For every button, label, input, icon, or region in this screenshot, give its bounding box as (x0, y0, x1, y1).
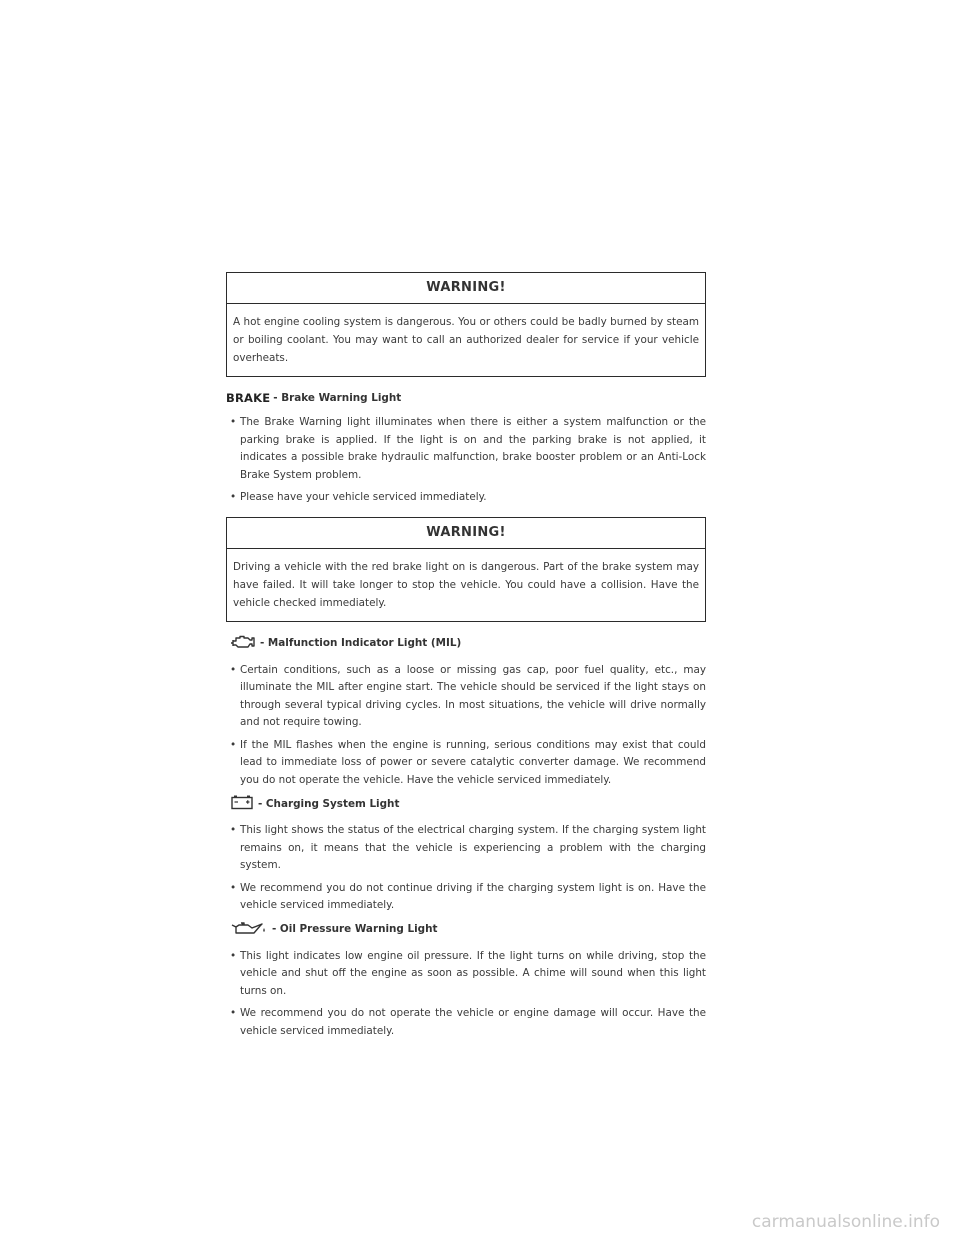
warning-title: WARNING! (227, 273, 705, 304)
oil-bullets (226, 948, 706, 1041)
list-item: • We recommend you do not operate the vehicle or engine damage will occur. Have the vehicle serviced immediately. (230, 1007, 706, 1037)
list-item: • Certain conditions, such as a loose or missing gas cap, poor fuel quality, etc., may illuminate the MIL after engine start. The vehicle should be serviced if the light stays on through several typical driving cycles. In most situations, the vehicle will drive normally and not require towing. (230, 663, 706, 728)
manual-page (226, 272, 706, 1045)
charging-title: - Charging System Light (258, 797, 400, 810)
list-item: • If the MIL flashes when the engine is running, serious conditions may exist that could lead to immediate loss of power or severe catalytic converter damage. We recommend you do not operate the vehicle. Have the vehicle serviced immediately. (230, 738, 706, 786)
warning-box-brake (226, 517, 706, 622)
mil-bullets (226, 662, 706, 790)
warning-text: A hot engine cooling system is dangerous. You or others could be badly burned by steam or boiling coolant. You may want to call an authorized dealer for service if your vehicle overheats. (233, 316, 699, 364)
mil-title: - Malfunction Indicator Light (MIL) (260, 637, 462, 649)
brake-heading (226, 391, 706, 405)
charging-bullets (226, 822, 706, 915)
oil-title: - Oil Pressure Warning Light (272, 923, 438, 935)
engine-icon (230, 634, 256, 653)
list-item: • The Brake Warning light illuminates when there is either a system malfunction or the parking brake is applied. If the light is on and the parking brake is not applied, it indicates a possible brake hydraulic malfunction, brake booster problem or an Anti-Lock Brake System problem. (230, 416, 706, 481)
warning-box-cooling (226, 272, 706, 377)
oil-heading (226, 920, 706, 939)
list-item: • Please have your vehicle serviced immediately. (230, 491, 487, 503)
list-item: • This light shows the status of the electrical charging system. If the charging system light remains on, it means that the vehicle is experiencing a problem with the charging system. (230, 824, 706, 871)
warning-text: Driving a vehicle with the red brake light on is dangerous. Part of the brake system may have failed. It will take longer to stop the vehicle. You could have a collision. Have the vehicle checked immediately. (233, 560, 699, 609)
brake-icon: BRAKE (226, 391, 271, 405)
oil-can-icon (230, 920, 268, 939)
battery-icon (230, 794, 254, 813)
mil-heading (226, 634, 706, 653)
warning-title: WARNING! (227, 518, 705, 549)
charging-heading (226, 794, 706, 813)
brake-bullets (226, 414, 706, 507)
list-item: • We recommend you do not continue driving if the charging system light is on. Have the vehicle serviced immediately. (230, 881, 706, 911)
brake-title: - Brake Warning Light (273, 392, 402, 404)
list-item: • This light indicates low engine oil pressure. If the light turns on while driving, stop the vehicle and shut off the engine as soon as possible. A chime will sound when this light turns on. (230, 949, 706, 997)
watermark: carmanualsonline.info (751, 1212, 940, 1232)
